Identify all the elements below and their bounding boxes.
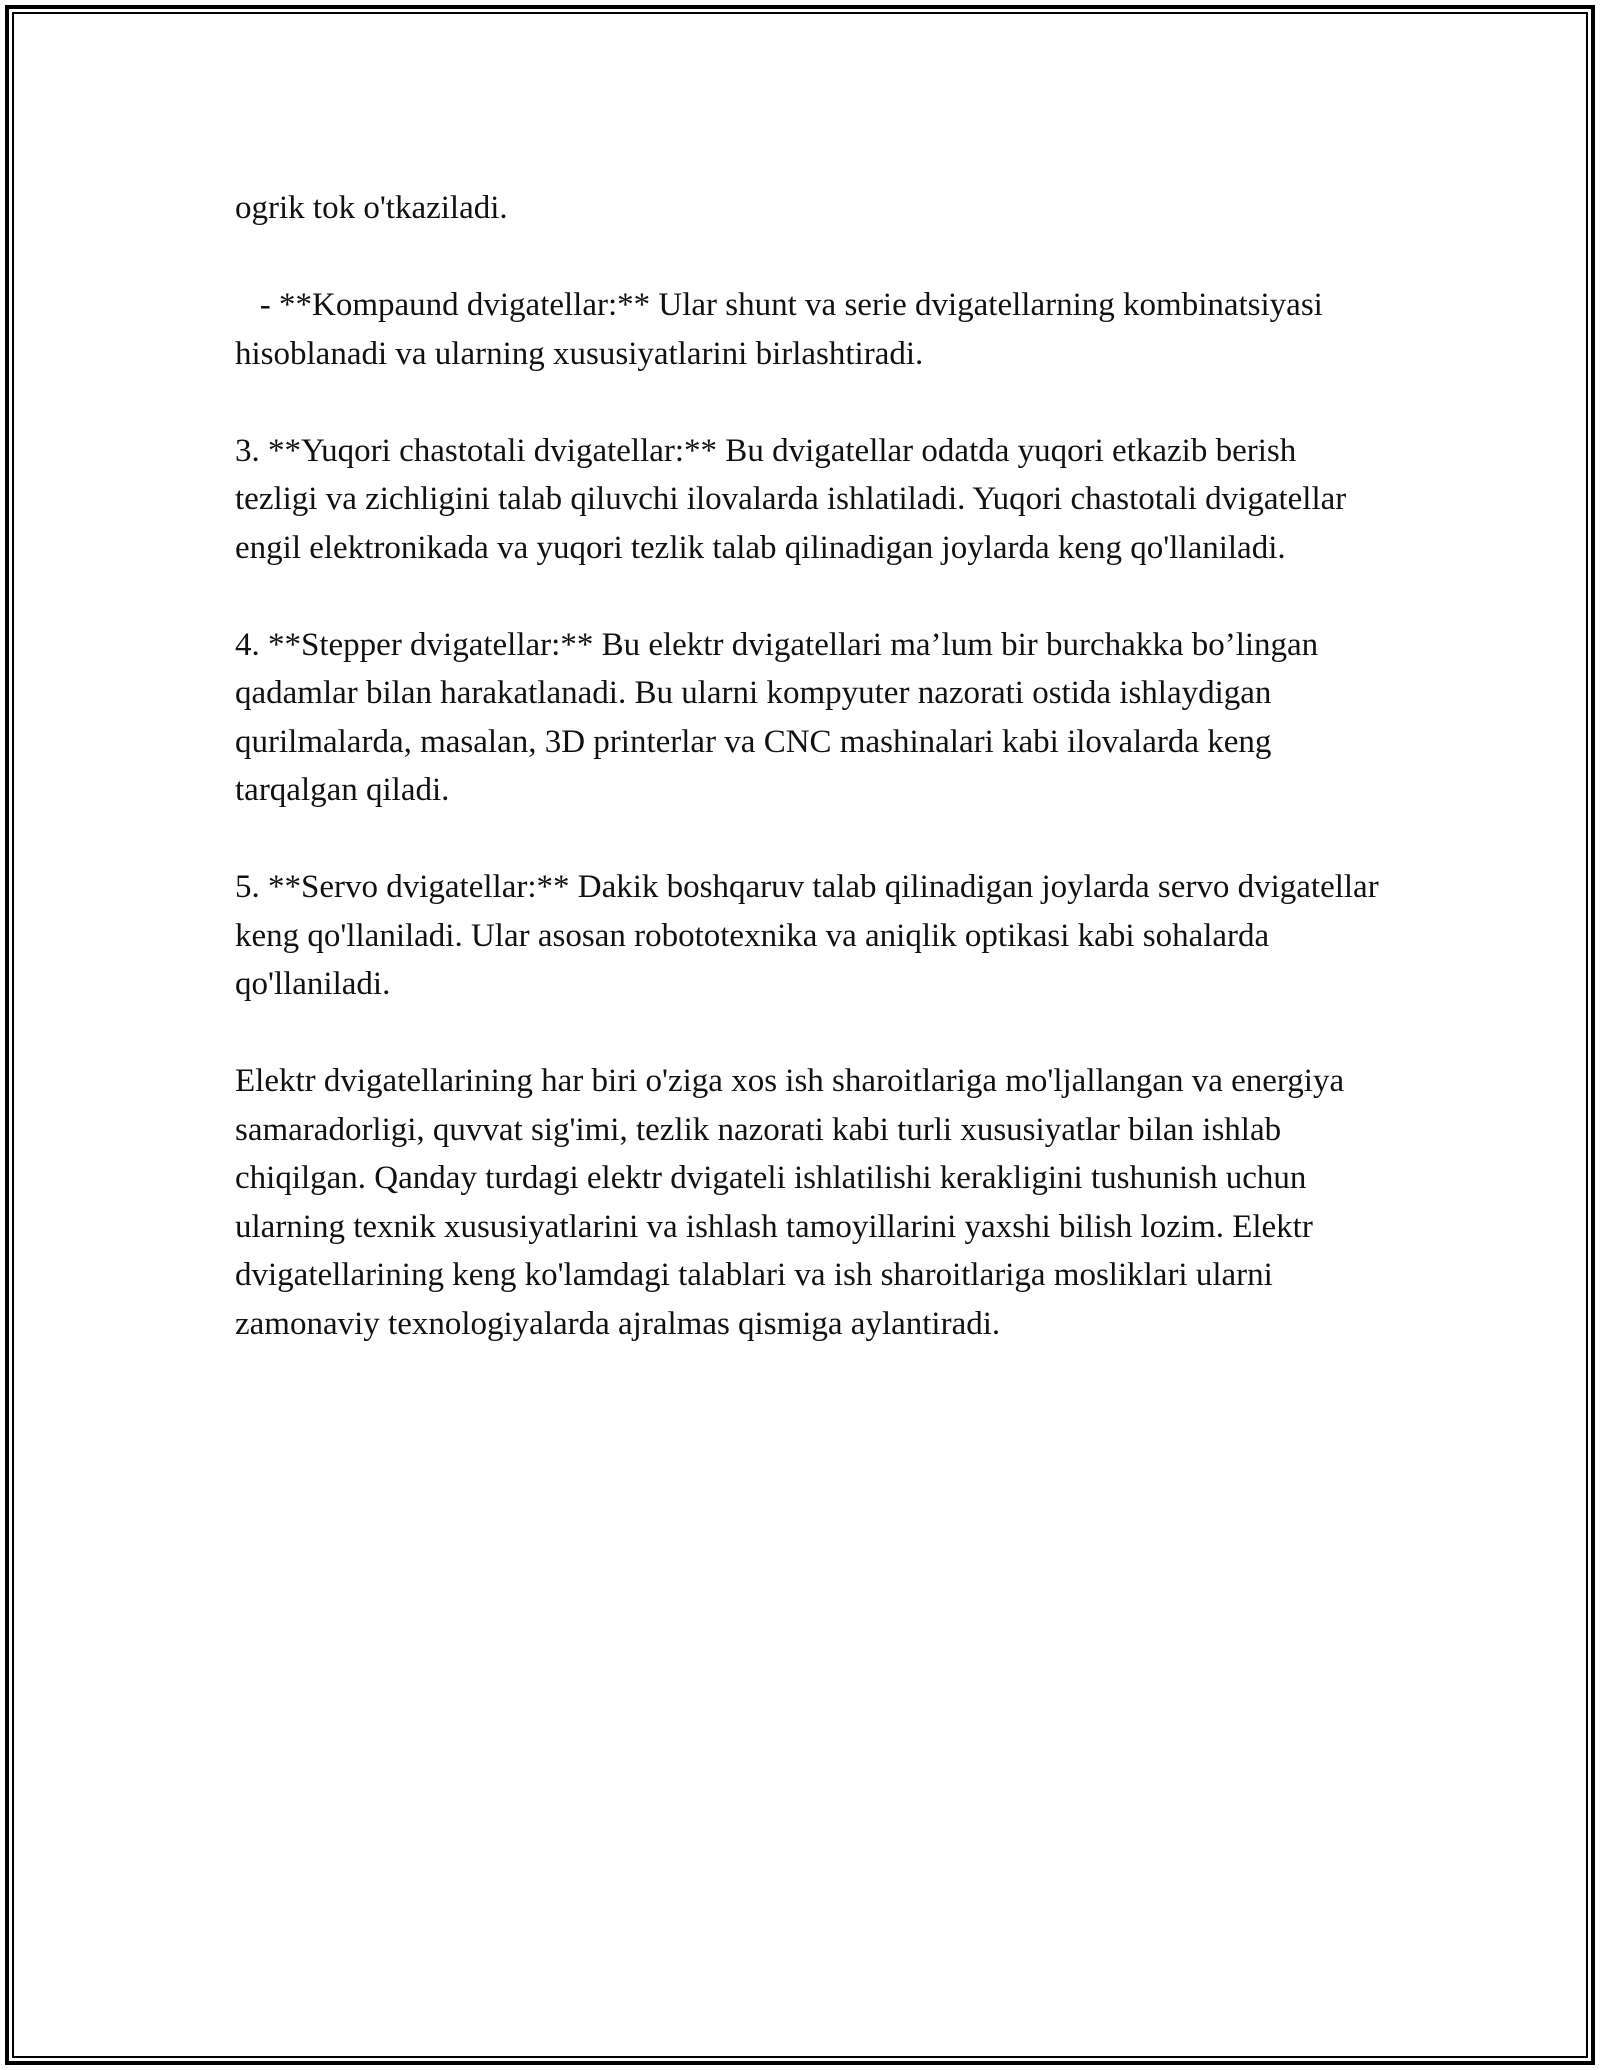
paragraph-servo-dvigatellar: 5. **Servo dvigatellar:** Dakik boshqaruv talab qilinadigan joylarda servo dvigatellar keng qo'llaniladi. Ular asosan robototexnika va aniqlik optikasi kabi sohalarda qo'llaniladi. [235, 869, 1387, 1002]
paragraph-conclusion: Elektr dvigatellarining har biri o'ziga xos ish sharoitlariga mo'ljallangan va energiya samaradorligi, quvvat sig'imi, tezlik nazorati kabi turli xususiyatlar bilan ishlab chiqilgan. Qanday turdagi elektr dvigateli ishlatilishi kerakligini tushunish uchun ularning texnik xususiyatlarini va ishlash tamoyillarini yaxshi bilish lozim. Elektr dvigatellarining keng ko'lamdagi talablari va ish sharoitlariga mosliklari ularni zamonaviy texnologiyalarda ajralmas qismiga aylantiradi. [235, 1063, 1353, 1342]
document-body [235, 184, 1385, 1348]
paragraph-kompaund-dvigatellar: - **Kompaund dvigatellar:** Ular shunt va serie dvigatellarning kombinatsiyasi hisoblanadi va ularning xususiyatlarini birlashtiradi. [235, 287, 1332, 372]
paragraph-yuqori-chastotali-dvigatellar: 3. **Yuqori chastotali dvigatellar:** Bu dvigatellar odatda yuqori etkazib berish tezligi va zichligini talab qiluvchi ilovalarda ishlatiladi. Yuqori chastotali dvigatellar engil elektronikada va yuqori tezlik talab qilinadigan joylarda keng qo'llaniladi. [235, 432, 1355, 566]
paragraph-stepper-dvigatellar: 4. **Stepper dvigatellar:** Bu elektr dvigatellari ma’lum bir burchakka bo’lingan qadamlar bilan harakatlanadi. Bu ularni kompyuter nazorati ostida ishlaydigan qurilmalarda, masalan, 3D printerlar va CNC mashinalari kabi ilovalarda keng tarqalgan qiladi. [235, 626, 1327, 808]
paragraph-continuation: ogrik tok o'tkaziladi. [235, 190, 508, 226]
